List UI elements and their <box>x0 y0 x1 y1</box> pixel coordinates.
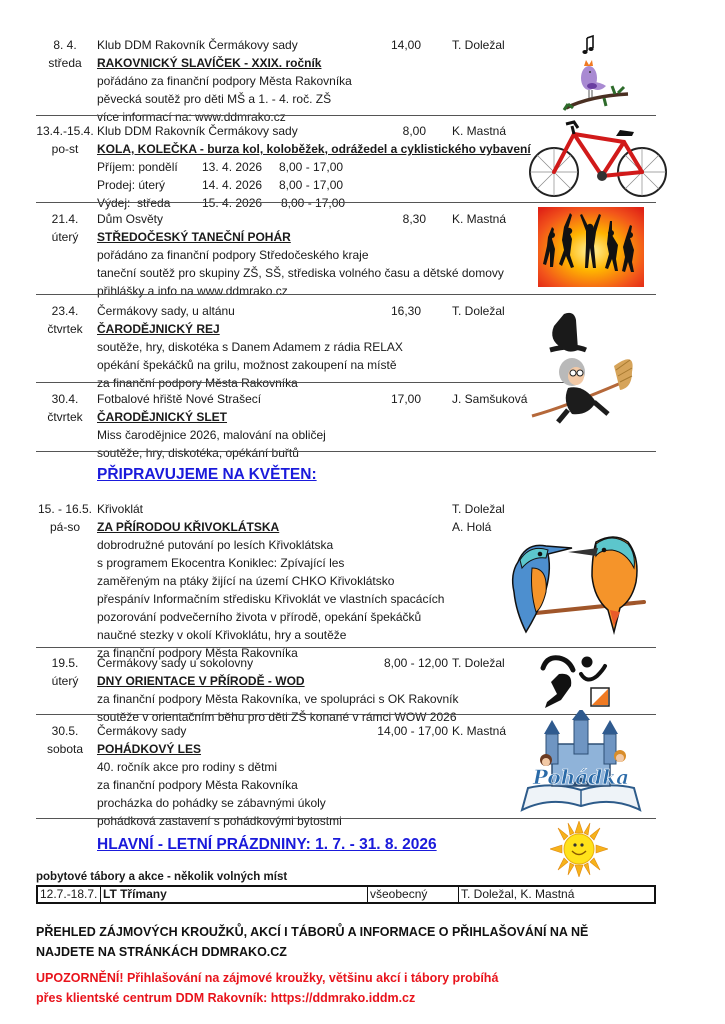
event-date: 30.4. <box>51 392 79 406</box>
event-desc-line: naučné stezky v okolí Křivoklátu, hry a soutěže <box>97 628 347 642</box>
event-date: 15. - 16.5. <box>37 502 93 516</box>
event-desc-line: více informací na: www.ddmrako.cz <box>97 110 286 124</box>
event-place: Čermákovy sady u sokolovny <box>97 656 254 670</box>
schedule-date: 15. 4. 2026 <box>202 196 263 210</box>
event-desc-line: opékání špekáčků na grilu, možnost zakoupení na místě <box>97 358 397 372</box>
row-divider <box>36 115 656 116</box>
event-person: T. Doležal <box>452 38 505 52</box>
kingfishers-illustration <box>496 532 646 640</box>
camp-leaders: T. Doležal, K. Mastná <box>459 886 656 903</box>
summer-section-heading: HLAVNÍ - LETNÍ PRÁZDNINY: 1. 7. - 31. 8. 2026 <box>97 836 437 853</box>
event-title: ČARODĚJNICKÝ SLET <box>97 410 228 424</box>
orienteering-runner-icon <box>539 654 611 710</box>
event-title: KOLA, KOLEČKA - burza kol, koloběžek, odrážedel a cyklistického vybavení <box>97 142 531 156</box>
event-place: Fotbalové hřiště Nové Strašecí <box>97 392 262 406</box>
schedule-label: Prodej: úterý <box>97 178 166 192</box>
event-day: čtvrtek <box>47 410 83 424</box>
schedule-date: 14. 4. 2026 <box>202 178 263 192</box>
event-desc-line: soutěže v orientačním běhu pro děti ZŠ konané v rámci WOW 2026 <box>97 710 457 724</box>
event-person: T. Doležal <box>452 304 505 318</box>
event-body <box>97 500 444 662</box>
schedule-hours: 8,00 - 17,00 <box>279 178 344 192</box>
red-bicycle-illustration <box>526 120 668 200</box>
warning-line: přes klientské centrum DDM Rakovník: https://ddmrako.iddm.cz <box>36 991 416 1005</box>
row-divider <box>36 451 656 452</box>
event-person-primary: T. Doležal <box>452 502 505 516</box>
event-date-block <box>36 210 94 246</box>
info-note <box>36 922 588 962</box>
event-desc-line: s programem Ekocentra Koniklec: Zpívající les <box>97 556 345 570</box>
table-row <box>37 886 655 903</box>
event-desc-line: za finanční podpory Města Rakovníka, ve spolupráci s OK Rakovník <box>97 692 459 706</box>
schedule-hours: 8,00 - 17,00 <box>279 160 344 174</box>
event-row-pohadkovy-les <box>36 722 656 828</box>
event-desc-line: pořádáno za finanční podpory Středočeského kraje <box>97 248 369 262</box>
event-row-tanecni-pohar <box>36 210 656 298</box>
event-date: 30.5. <box>51 724 79 738</box>
event-person-secondary: A. Holá <box>452 520 492 534</box>
event-person: J. Samšuková <box>452 392 528 406</box>
event-day: středa <box>48 56 82 70</box>
event-desc-line: Miss čarodějnice 2026, malování na obličej <box>97 428 326 442</box>
event-desc-line: taneční soutěž pro skupiny ZŠ, SŠ, střediska volného času a dětské domovy <box>97 266 504 280</box>
event-date: 19.5. <box>51 656 79 670</box>
event-time: 8,30 <box>402 212 426 226</box>
event-desc-line: soutěže, hry, diskotéka, opékání buřtů <box>97 446 299 460</box>
event-date: 8. 4. <box>53 38 77 52</box>
event-day: čtvrtek <box>47 322 83 336</box>
event-place: Klub DDM Rakovník Čermákovy sady <box>97 124 298 138</box>
music-note-icon <box>582 36 593 54</box>
row-divider <box>36 647 656 648</box>
event-body <box>97 36 352 126</box>
event-row-krivoklat <box>36 500 656 660</box>
event-place: Křivoklát <box>97 502 144 516</box>
singing-bird-illustration <box>560 30 630 112</box>
event-time: 8,00 - 12,00 <box>383 656 448 670</box>
row-divider <box>36 202 656 203</box>
event-day: úterý <box>51 674 79 688</box>
event-date-block <box>36 390 94 426</box>
event-row-slavicek <box>36 36 656 124</box>
event-desc-line: 40. ročník akce pro rodiny s dětmi <box>97 760 278 774</box>
camps-table <box>36 885 656 904</box>
row-divider <box>36 818 656 819</box>
event-time: 14,00 <box>390 38 421 52</box>
event-title: DNY ORIENTACE V PŘÍRODĚ - WOD <box>97 674 305 688</box>
event-title: STŘEDOČESKÝ TANEČNÍ POHÁR <box>97 230 291 244</box>
fairy-tale-book-illustration <box>516 710 646 816</box>
event-date: 13.4.-15.4. <box>36 124 94 138</box>
event-place: Klub DDM Rakovník Čermákovy sady <box>97 38 298 52</box>
event-body <box>97 210 507 300</box>
event-date-block <box>36 302 94 338</box>
row-divider <box>36 382 566 383</box>
warning-line: UPOZORNĚNÍ! Přihlašování na zájmové kroužky, většinu akcí i tábory probíhá <box>36 971 499 985</box>
camp-name: LT Třímany <box>101 886 368 903</box>
schedule-row <box>97 176 531 194</box>
event-person: K. Mastná <box>452 124 507 138</box>
schedule-label: Příjem: pondělí <box>97 160 178 174</box>
event-desc-line: zaměřeným na ptáky žijící na území CHKO Křivoklátsko <box>97 574 395 588</box>
event-person <box>452 500 505 536</box>
schedule-date: 13. 4. 2026 <box>202 160 263 174</box>
event-row-dny-orientace <box>36 654 656 724</box>
event-place: Čermákovy sady, u altánu <box>97 304 235 318</box>
camps-label: pobytové tábory a akce - několik volných míst <box>36 871 288 883</box>
camp-dates: 12.7.-18.7. <box>37 886 101 903</box>
event-day: úterý <box>51 230 79 244</box>
info-line: NAJDETE NA STRÁNKÁCH DDMRAKO.CZ <box>36 945 287 959</box>
event-day: pá-so <box>49 520 81 534</box>
event-date-block <box>36 654 94 690</box>
event-row-kola <box>36 122 656 210</box>
event-date-block <box>36 500 94 536</box>
event-date-block <box>36 36 94 72</box>
event-day: po-st <box>51 142 79 156</box>
event-desc-line: procházka do pohádky se zábavnými úkoly <box>97 796 326 810</box>
event-title: ČARODĚJNICKÝ REJ <box>97 322 220 336</box>
event-title: POHÁDKOVÝ LES <box>97 742 202 756</box>
event-desc-line: soutěže, hry, diskotéka s Danem Adamem z rádia RELAX <box>97 340 403 354</box>
event-place: Čermákovy sady <box>97 724 187 738</box>
event-body <box>97 722 342 830</box>
event-time: 16,30 <box>390 304 421 318</box>
event-person: K. Mastná <box>452 212 507 226</box>
schedule-hours: 8,00 - 17,00 <box>281 196 346 210</box>
event-day: sobota <box>46 742 84 756</box>
event-desc-line: pěvecká soutěž pro děti MŠ a 1. - 4. roč. ZŠ <box>97 92 332 106</box>
event-desc-line: pozorování podvečerního života v přírodě, opekání špekáčků <box>97 610 422 624</box>
camp-type: všeobecný <box>368 886 459 903</box>
event-person: T. Doležal <box>452 656 505 670</box>
may-section-heading: PŘIPRAVUJEME NA KVĚTEN: <box>97 466 317 483</box>
schedule-row <box>97 158 531 176</box>
witch-on-broom-illustration <box>528 310 638 432</box>
event-person: K. Mastná <box>452 724 507 738</box>
event-title: RAKOVNICKÝ SLAVÍČEK - XXIX. ročník <box>97 56 322 70</box>
event-desc-line: přihlášky a info na www.ddmrako.cz <box>97 284 288 298</box>
event-date-block <box>36 122 94 158</box>
event-desc-line: dobrodružné putování po lesích Křivoklátska <box>97 538 334 552</box>
event-date-block <box>36 722 94 758</box>
event-desc-line: pořádáno za finanční podpory Města Rakovníka <box>97 74 352 88</box>
event-desc-line: přespánív Informačním středisku Křivoklát ve vlastních spacácích <box>97 592 445 606</box>
dancers-silhouette-photo <box>538 207 644 287</box>
event-title: ZA PŘÍRODOU KŘIVOKLÁTSKA <box>97 520 280 534</box>
event-desc-line: pohádková zastavení s pohádkovými bytostmi <box>97 814 342 828</box>
event-time: 17,00 <box>390 392 421 406</box>
event-time: 8,00 <box>402 124 426 138</box>
event-time: 14,00 - 17,00 <box>377 724 448 738</box>
event-date: 23.4. <box>51 304 79 318</box>
book-logo-text: Pohádka <box>532 765 630 789</box>
schedule-label: Výdej: středa <box>97 196 171 210</box>
row-divider <box>36 294 656 295</box>
event-desc-line: za finanční podpory Města Rakovníka <box>97 778 298 792</box>
event-desc-line: za finanční podpory Města Rakovníka <box>97 376 298 390</box>
smiling-sun-illustration <box>550 821 608 877</box>
event-date: 21.4. <box>51 212 79 226</box>
event-desc-line: za finanční podpory Města Rakovníka <box>97 646 298 660</box>
event-place: Dům Osvěty <box>97 212 164 226</box>
info-line: PŘEHLED ZÁJMOVÝCH KROUŽKŮ, AKCÍ I TÁBORŮ A INFORMACE O PŘIHLAŠOVÁNÍ NA NĚ <box>36 925 589 939</box>
warning-note <box>36 968 498 1008</box>
